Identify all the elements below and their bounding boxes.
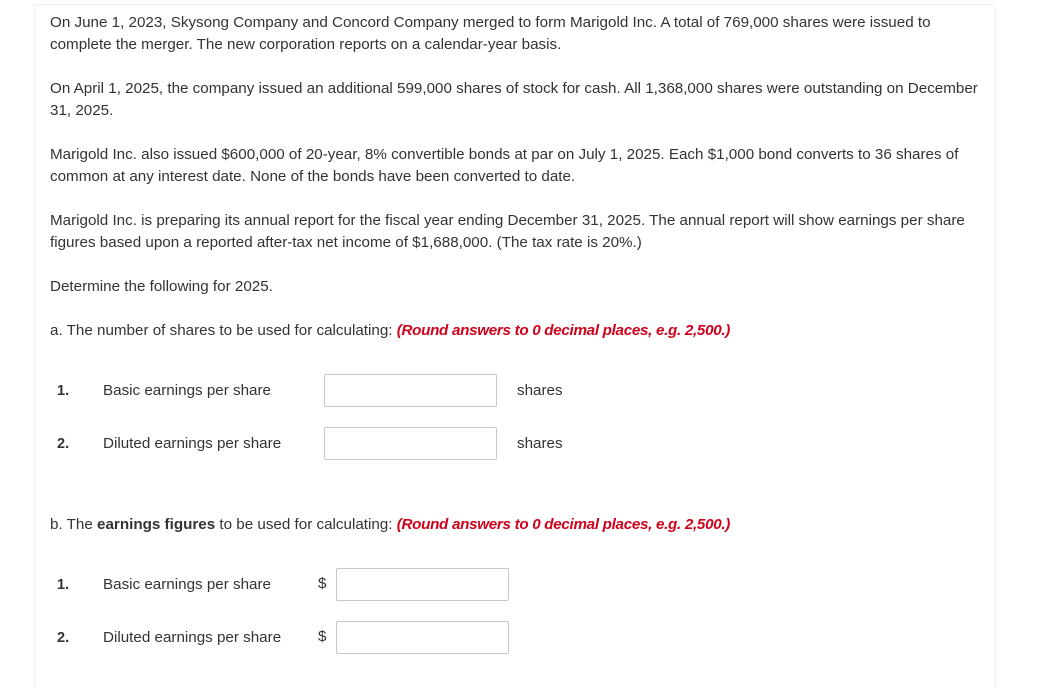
- part-b-row-2-label: Diluted earnings per share: [103, 629, 282, 646]
- problem-paragraph-4: Marigold Inc. is preparing its annual report for the fiscal year ending December 31, 2025. The annual report will show earnings per share figures based upon a reported after-tax net income of $1,688,000. (The tax rate is 20%.): [50, 212, 965, 251]
- part-b-row-1-label: Basic earnings per share: [103, 576, 271, 593]
- part-a-row-2-label: Diluted earnings per share: [103, 435, 282, 452]
- problem-paragraph-5: Determine the following for 2025.: [50, 278, 273, 295]
- problem-paragraph-2: On April 1, 2025, the company issued an additional 599,000 shares of stock for cash. All 1,368,000 shares were outstanding on December 31, 2025.: [50, 80, 978, 119]
- basic-eps-shares-input[interactable]: [324, 374, 497, 407]
- part-b-rounding-instruction: (Round answers to 0 decimal places, e.g. 2,500.): [396, 516, 731, 533]
- part-b-row-1-number: 1.: [57, 577, 70, 593]
- part-b-prompt-bold: earnings figures: [97, 516, 216, 533]
- part-b-prompt-pre: b. The: [50, 516, 98, 533]
- part-b-prompt-post: to be used for calculating:: [215, 516, 397, 533]
- part-b-prompt: [50, 514, 990, 536]
- part-a-rounding-instruction: (Round answers to 0 decimal places, e.g. 2,500.): [396, 322, 731, 339]
- part-a-row-2-number: 2.: [57, 436, 70, 452]
- part-a-row-1-number: 1.: [57, 383, 70, 399]
- problem-paragraph-1: On June 1, 2023, Skysong Company and Concord Company merged to form Marigold Inc. A total of 769,000 shares were issued to complete the merger. The new corporation reports on a calendar-year basis.: [50, 14, 931, 53]
- part-b-row-2-currency: $: [318, 628, 327, 645]
- part-b-row-1-currency: $: [318, 575, 327, 592]
- diluted-eps-earnings-input[interactable]: [336, 621, 509, 654]
- part-a-row-2-unit: shares: [517, 435, 563, 452]
- part-b-row-2-number: 2.: [57, 630, 70, 646]
- part-a-prompt: [50, 320, 990, 342]
- basic-eps-earnings-input[interactable]: [336, 568, 509, 601]
- diluted-eps-shares-input[interactable]: [324, 427, 497, 460]
- part-a-row-1-unit: shares: [517, 382, 563, 399]
- problem-paragraph-3: Marigold Inc. also issued $600,000 of 20-year, 8% convertible bonds at par on July 1, 2025. Each $1,000 bond converts to 36 shares of common at any interest date. None of the bonds have been converted to date.: [50, 146, 959, 185]
- part-a-row-1-label: Basic earnings per share: [103, 382, 271, 399]
- part-a-prompt-text: a. The number of shares to be used for calculating:: [50, 322, 397, 339]
